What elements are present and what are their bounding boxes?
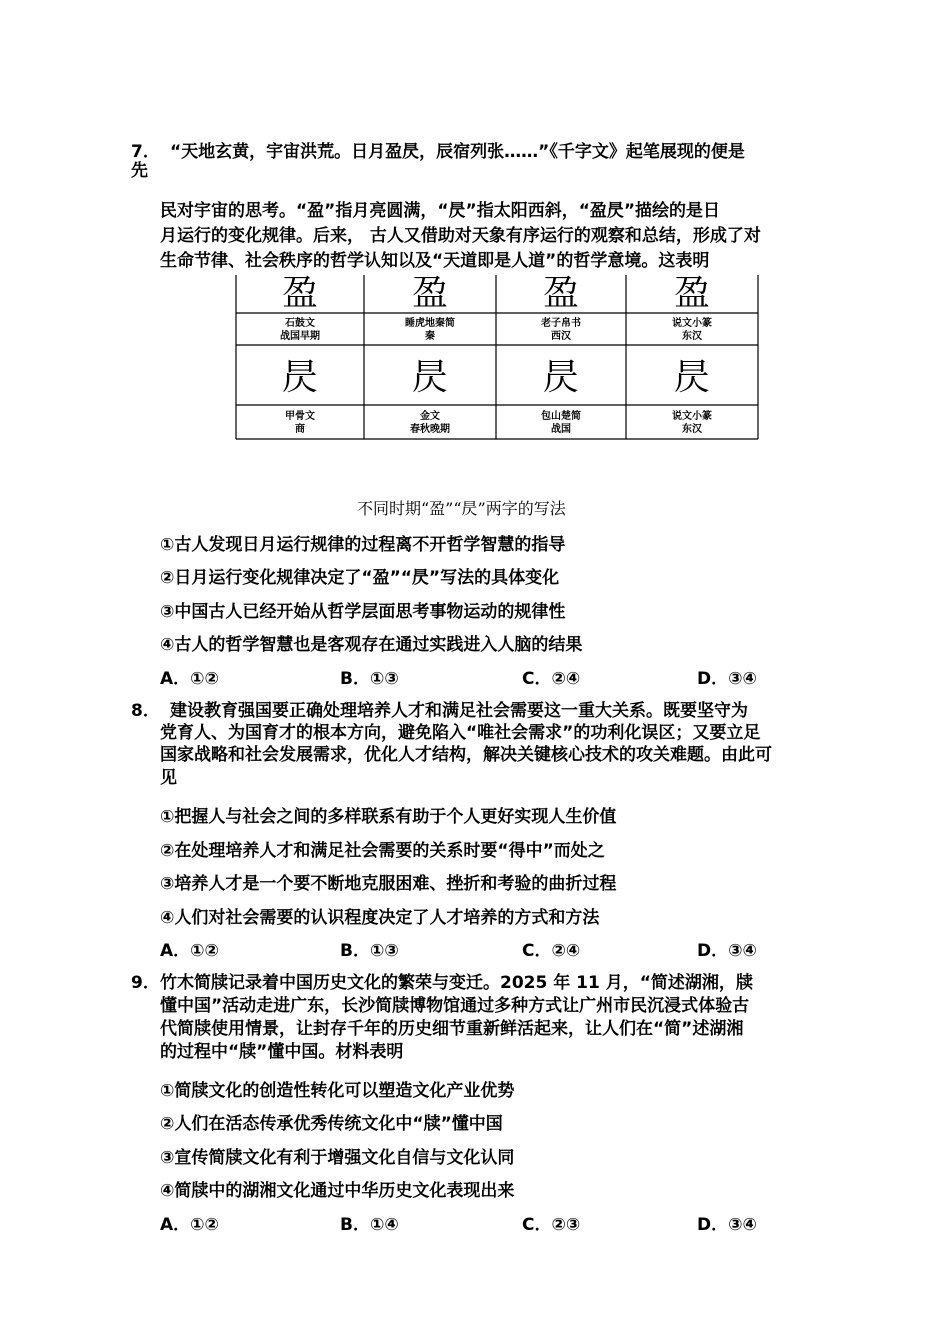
label-shuowen-1-period: 东汉 <box>682 331 702 342</box>
q7-stem-line2: 民对宇宙的思考。“盈”指月亮圆满，“昃”指太阳西斜，“盈昃”描绘的是日 <box>160 201 721 221</box>
q7-answer-c: C．②④ <box>522 669 581 689</box>
q8-answer-b: B．①③ <box>340 941 399 961</box>
glyph-ying-laozi: 盈 <box>542 275 580 314</box>
glyph-ze-baoshan: 昃 <box>542 357 580 398</box>
q7-answer-d: D．③④ <box>697 669 757 689</box>
q9-answer-d: D．③④ <box>697 1215 757 1235</box>
q9-stem-line2: 懂中国”活动走进广东，长沙简牍博物馆通过多种方式让广州市民沉浸式体验古 <box>160 996 750 1016</box>
q9-answer-a: A．①② <box>160 1215 219 1235</box>
q8-option-2: ②在处理培养人才和满足社会需要的关系时要“得中”而处之 <box>160 841 605 861</box>
label-shigu: 石鼓文 <box>285 318 315 329</box>
q8-stem-line3: 国家战略和社会发展需求，优化人才结构，解决关键核心技术的攻关难题。由此可 <box>160 745 772 765</box>
label-shuowen-2: 说文小篆 <box>672 411 712 422</box>
q7-stem-line1-tail: 先 <box>131 161 148 181</box>
label-shuihudi-period: 秦 <box>425 331 435 342</box>
q7-option-3: ③中国古人已经开始从哲学层面思考事物运动的规律性 <box>160 602 566 622</box>
q8-option-1: ①把握人与社会之间的多样联系有助于个人更好实现人生价值 <box>160 807 617 827</box>
q8-stem-line4: 见 <box>160 768 177 788</box>
label-baoshan-period: 战国 <box>551 424 571 435</box>
glyph-ying-shuihudi: 盈 <box>411 275 449 314</box>
q9-option-4: ④简牍中的湖湘文化通过中华历史文化表现出来 <box>160 1181 515 1201</box>
q8-stem-line1: 建设教育强国要正确处理培养人才和满足社会需要这一重大关系。既要坚守为 <box>170 701 748 721</box>
glyph-ying-shigu: 盈 <box>281 275 319 314</box>
q8-option-3: ③培养人才是一个要不断地克服困难、挫折和考验的曲折过程 <box>160 874 617 894</box>
q7-stem-line4: 生命节律、社会秩序的哲学认知以及“天道即是人道”的哲学意境。这表明 <box>160 251 710 271</box>
label-baoshan: 包山楚简 <box>541 411 581 422</box>
q8-answer-c: C．②④ <box>522 941 581 961</box>
character-table-svg <box>234 275 760 441</box>
q8-answer-a: A．①② <box>160 941 219 961</box>
label-shuihudi: 睡虎地秦简 <box>405 318 455 329</box>
glyph-ze-jinwen: 昃 <box>411 357 449 398</box>
label-shuowen-2-period: 东汉 <box>682 424 702 435</box>
q8-answer-d: D．③④ <box>697 941 757 961</box>
glyph-ze-shuowen: 昃 <box>673 357 711 398</box>
q7-stem-line3: 月运行的变化规律。后来， 古人又借助对天象有序运行的观察和总结，形成了对 <box>160 226 761 246</box>
q9-stem-line1: 竹木简牍记录着中国历史文化的繁荣与变迁。2025 年 11 月，“简述湖湘，牍 <box>160 973 753 993</box>
label-jiagu: 甲骨文 <box>285 411 315 422</box>
q7-option-2: ②日月运行变化规律决定了“盈”“昃”写法的具体变化 <box>160 568 560 588</box>
q9-answer-b: B．①④ <box>340 1215 399 1235</box>
q7-stem-line1: “天地玄黄，宇宙洪荒。日月盈昃，辰宿列张……”《千字文》起笔展现的便是 <box>170 142 745 162</box>
q9-answer-c: C．②③ <box>522 1215 581 1235</box>
q7-answer-a: A．①② <box>160 669 219 689</box>
q8-option-4: ④人们对社会需要的认识程度决定了人才培养的方式和方法 <box>160 908 600 928</box>
q9-number: 9． <box>131 973 160 993</box>
glyph-ying-shuowen: 盈 <box>673 275 711 314</box>
label-jiagu-period: 商 <box>295 424 305 435</box>
q9-option-2: ②人们在活态传承优秀传统文化中“牍”懂中国 <box>160 1114 503 1134</box>
q7-option-1: ①古人发现日月运行规律的过程离不开哲学智慧的指导 <box>160 535 566 555</box>
label-jinwen-period: 春秋晚期 <box>410 424 450 435</box>
label-laozi: 老子帛书 <box>541 318 581 329</box>
label-jinwen: 金文 <box>420 411 440 422</box>
character-evolution-figure <box>234 275 760 441</box>
q8-number: 8． <box>131 701 160 721</box>
label-shuowen-1: 说文小篆 <box>672 318 712 329</box>
label-laozi-period: 西汉 <box>551 331 571 342</box>
q9-stem-line4: 的过程中“牍”懂中国。材料表明 <box>160 1042 404 1062</box>
q9-stem-line3: 代简牍使用情景，让封存千年的历史细节重新鲜活起来，让人们在“简”述湖湘 <box>160 1019 744 1039</box>
q8-stem-line2: 党育人、为国育才的根本方向，避免陷入“唯社会需求”的功利化误区；又要立足 <box>160 723 761 743</box>
figure-caption: 不同时期“盈”“昃”两字的写法 <box>357 499 566 518</box>
glyph-ze-jiagu: 昃 <box>281 357 319 398</box>
q9-option-1: ①简牍文化的创造性转化可以塑造文化产业优势 <box>160 1081 515 1101</box>
q7-number: 7． <box>131 142 160 162</box>
q7-option-4: ④古人的哲学智慧也是客观存在通过实践进入人脑的结果 <box>160 635 583 655</box>
label-shigu-period: 战国早期 <box>280 331 320 342</box>
q9-option-3: ③宣传简牍文化有利于增强文化自信与文化认同 <box>160 1148 515 1168</box>
q7-answer-b: B．①③ <box>340 669 399 689</box>
